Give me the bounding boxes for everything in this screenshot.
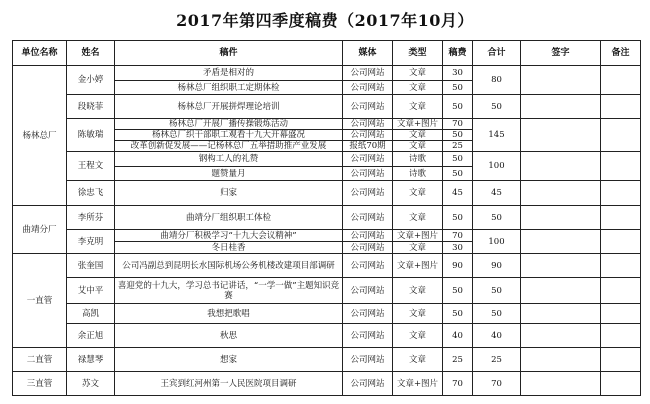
- fee-cell: 50: [443, 152, 473, 167]
- type-cell: 诗歌: [393, 152, 443, 167]
- remarks-cell: [601, 181, 641, 206]
- table-row: [13, 206, 641, 230]
- unit-cell: 曲靖分厂: [13, 206, 67, 254]
- media-cell: 公司网站: [343, 324, 393, 348]
- table-row: [13, 230, 641, 242]
- header-fee: 稿费: [443, 41, 473, 66]
- media-cell: 公司网站: [343, 230, 393, 242]
- total-cell: 70: [473, 372, 521, 396]
- signature-cell: [521, 119, 601, 152]
- article-cell: 归家: [115, 181, 343, 206]
- type-cell: 文章: [393, 181, 443, 206]
- article-cell: 王宾到红河州第一人民医院项目调研: [115, 372, 343, 396]
- article-cell: 杨林总厂织干部职工观看十九大开幕盛况: [115, 130, 343, 141]
- article-cell: 想家: [115, 348, 343, 372]
- media-cell: 公司网站: [343, 95, 393, 119]
- header-unit: 单位名称: [13, 41, 67, 66]
- header-remarks: 备注: [601, 41, 641, 66]
- remarks-cell: [601, 66, 641, 95]
- article-cell: 杨林总厂组织职工定期体检: [115, 81, 343, 95]
- remarks-cell: [601, 372, 641, 396]
- media-cell: 公司网站: [343, 130, 393, 141]
- total-cell: 90: [473, 254, 521, 278]
- signature-cell: [521, 181, 601, 206]
- table-row: [13, 119, 641, 130]
- media-cell: 公司网站: [343, 81, 393, 95]
- fee-cell: 25: [443, 141, 473, 152]
- total-cell: 40: [473, 324, 521, 348]
- name-cell: 禄慧琴: [67, 348, 115, 372]
- media-cell: 公司网站: [343, 167, 393, 181]
- fee-cell: 50: [443, 130, 473, 141]
- type-cell: 文章+图片: [393, 254, 443, 278]
- article-cell: 题赞量月: [115, 167, 343, 181]
- table-row: [13, 66, 641, 81]
- total-cell: 50: [473, 278, 521, 304]
- type-cell: 文章: [393, 141, 443, 152]
- article-cell: 喜迎党的十九大，学习总书记讲话，“一学一做”主题知识竞赛: [115, 278, 343, 304]
- header-type: 类型: [393, 41, 443, 66]
- signature-cell: [521, 254, 601, 278]
- header-article: 稿件: [115, 41, 343, 66]
- header-row: [13, 41, 641, 66]
- name-cell: 余正旭: [67, 324, 115, 348]
- signature-cell: [521, 66, 601, 95]
- type-cell: 文章+图片: [393, 372, 443, 396]
- total-cell: 80: [473, 66, 521, 95]
- type-cell: 文章: [393, 324, 443, 348]
- remarks-cell: [601, 230, 641, 254]
- signature-cell: [521, 372, 601, 396]
- fee-cell: 50: [443, 206, 473, 230]
- table-row: [13, 278, 641, 304]
- type-cell: 文章: [393, 348, 443, 372]
- name-cell: 艾中平: [67, 278, 115, 304]
- table-row: [13, 304, 641, 324]
- total-cell: 100: [473, 230, 521, 254]
- total-cell: 100: [473, 152, 521, 181]
- unit-cell: 杨林总厂: [13, 66, 67, 206]
- table-row: [13, 181, 641, 206]
- name-cell: 段晓菲: [67, 95, 115, 119]
- signature-cell: [521, 324, 601, 348]
- name-cell: 金小婷: [67, 66, 115, 95]
- media-cell: 公司网站: [343, 348, 393, 372]
- media-cell: 公司网站: [343, 372, 393, 396]
- total-cell: 50: [473, 206, 521, 230]
- table-row: [13, 348, 641, 372]
- total-cell: 25: [473, 348, 521, 372]
- signature-cell: [521, 230, 601, 254]
- name-cell: 李所芬: [67, 206, 115, 230]
- fee-cell: 50: [443, 81, 473, 95]
- total-cell: 50: [473, 304, 521, 324]
- header-media: 媒体: [343, 41, 393, 66]
- fee-cell: 70: [443, 372, 473, 396]
- article-cell: 曲靖分厂积极学习“十九大会议精神”: [115, 230, 343, 242]
- table-row: [13, 95, 641, 119]
- media-cell: 公司网站: [343, 254, 393, 278]
- name-cell: 张奎国: [67, 254, 115, 278]
- type-cell: 文章+图片: [393, 119, 443, 130]
- article-cell: 杨林总厂开展厂播传操锻炼活动: [115, 119, 343, 130]
- signature-cell: [521, 278, 601, 304]
- type-cell: 文章: [393, 242, 443, 254]
- media-cell: 公司网站: [343, 278, 393, 304]
- media-cell: 报纸70期: [343, 141, 393, 152]
- media-cell: 公司网站: [343, 119, 393, 130]
- name-cell: 李克明: [67, 230, 115, 254]
- type-cell: 文章: [393, 81, 443, 95]
- fee-cell: 30: [443, 242, 473, 254]
- table-row: [13, 254, 641, 278]
- type-cell: 文章+图片: [393, 230, 443, 242]
- type-cell: 文章: [393, 95, 443, 119]
- remarks-cell: [601, 152, 641, 181]
- signature-cell: [521, 304, 601, 324]
- table-row: [13, 372, 641, 396]
- name-cell: 苏文: [67, 372, 115, 396]
- fee-cell: 50: [443, 304, 473, 324]
- signature-cell: [521, 348, 601, 372]
- media-cell: 公司网站: [343, 242, 393, 254]
- unit-cell: 二直管: [13, 348, 67, 372]
- article-cell: 改革创新促发展——记杨林总厂五举措助推产业发展: [115, 141, 343, 152]
- signature-cell: [521, 206, 601, 230]
- remarks-cell: [601, 324, 641, 348]
- name-cell: 高凯: [67, 304, 115, 324]
- name-cell: 徐忠飞: [67, 181, 115, 206]
- fee-cell: 50: [443, 95, 473, 119]
- total-cell: 50: [473, 95, 521, 119]
- fee-cell: 25: [443, 348, 473, 372]
- article-cell: 秋思: [115, 324, 343, 348]
- article-cell: 曲靖分厂组织职工体检: [115, 206, 343, 230]
- remarks-cell: [601, 95, 641, 119]
- fee-table: [12, 40, 641, 396]
- name-cell: 陈敏瑞: [67, 119, 115, 152]
- media-cell: 公司网站: [343, 152, 393, 167]
- unit-cell: 一直管: [13, 254, 67, 348]
- remarks-cell: [601, 254, 641, 278]
- type-cell: 文章: [393, 130, 443, 141]
- type-cell: 文章: [393, 206, 443, 230]
- article-cell: 冬日桂香: [115, 242, 343, 254]
- article-cell: 公司冯副总到昆明长水国际机场公务机楼改建项目部调研: [115, 254, 343, 278]
- remarks-cell: [601, 119, 641, 152]
- total-cell: 45: [473, 181, 521, 206]
- table-row: [13, 324, 641, 348]
- media-cell: 公司网站: [343, 206, 393, 230]
- type-cell: 文章: [393, 304, 443, 324]
- remarks-cell: [601, 278, 641, 304]
- fee-cell: 50: [443, 167, 473, 181]
- header-signature: 签字: [521, 41, 601, 66]
- media-cell: 公司网站: [343, 181, 393, 206]
- page-title: 2017年第四季度稿费（2017年10月）: [176, 11, 474, 30]
- header-total: 合计: [473, 41, 521, 66]
- table-row: [13, 152, 641, 167]
- header-name: 姓名: [67, 41, 115, 66]
- type-cell: 诗歌: [393, 167, 443, 181]
- signature-cell: [521, 152, 601, 181]
- signature-cell: [521, 95, 601, 119]
- fee-cell: 40: [443, 324, 473, 348]
- media-cell: 公司网站: [343, 304, 393, 324]
- remarks-cell: [601, 206, 641, 230]
- name-cell: 王程文: [67, 152, 115, 181]
- article-cell: 我想把歌唱: [115, 304, 343, 324]
- fee-cell: 50: [443, 278, 473, 304]
- unit-cell: 三直管: [13, 372, 67, 396]
- fee-cell: 30: [443, 66, 473, 81]
- remarks-cell: [601, 348, 641, 372]
- fee-cell: 90: [443, 254, 473, 278]
- type-cell: 文章: [393, 66, 443, 81]
- article-cell: 钢构工人的礼赞: [115, 152, 343, 167]
- article-cell: 杨林总厂开展拼焊理论培训: [115, 95, 343, 119]
- type-cell: 文章: [393, 278, 443, 304]
- fee-cell: 70: [443, 230, 473, 242]
- fee-cell: 45: [443, 181, 473, 206]
- total-cell: 145: [473, 119, 521, 152]
- media-cell: 公司网站: [343, 66, 393, 81]
- fee-cell: 70: [443, 119, 473, 130]
- remarks-cell: [601, 304, 641, 324]
- article-cell: 矛盾是相对的: [115, 66, 343, 81]
